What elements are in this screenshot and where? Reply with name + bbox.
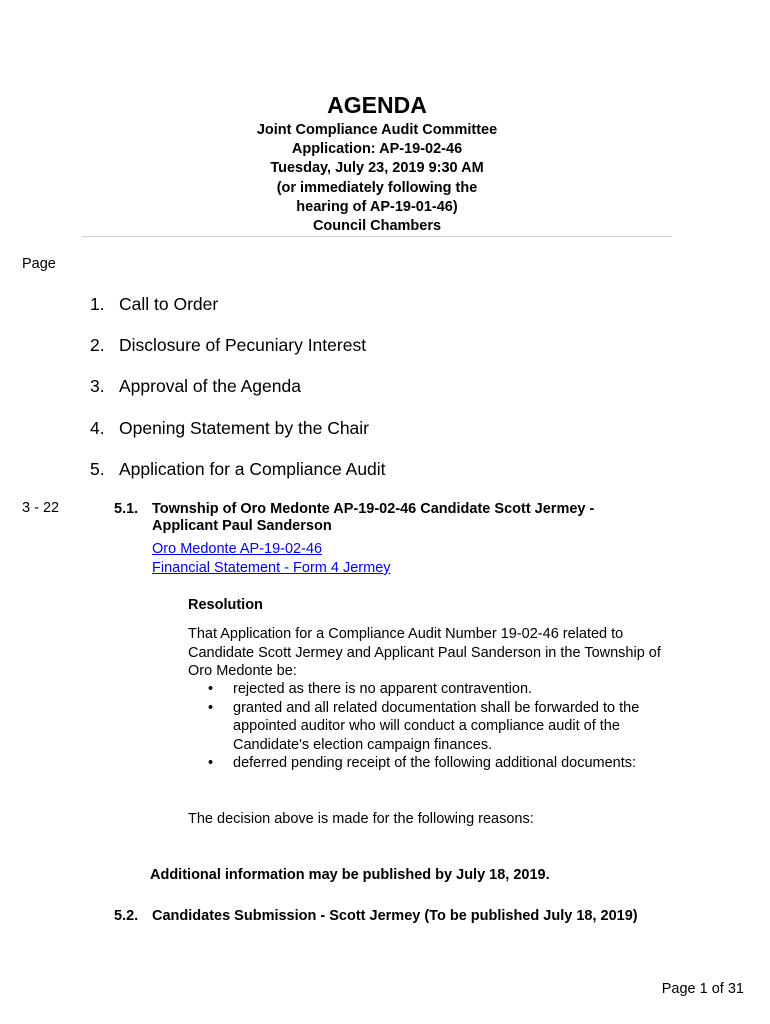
agenda-item-number: 4. (90, 418, 105, 438)
attachment-links (152, 540, 391, 578)
agenda-item-label: Application for a Compliance Audit (119, 459, 386, 479)
page-column-label: Page (22, 256, 56, 272)
agenda-item-label: Opening Statement by the Chair (119, 418, 370, 438)
agenda-item-4 (90, 418, 369, 439)
resolution-options (188, 680, 678, 773)
agenda-item-label: Disclosure of Pecuniary Interest (119, 335, 367, 355)
bullet-marker: • (208, 699, 214, 716)
agenda-item-1 (90, 294, 218, 315)
meeting-timing-note-cont: hearing of AP-19-01-46) (296, 198, 458, 215)
resolution-heading: Resolution (188, 597, 263, 613)
resolution-option-text: deferred pending receipt of the following additional documents: (233, 755, 637, 772)
subitem-title (114, 501, 634, 535)
additional-info-note: Additional information may be published by July 18, 2019. (150, 867, 550, 883)
resolution-option-text: granted and all related documentation shall be forwarded to the appointed auditor who will conduct a compliance audit of the Candidate's election campaign finances. (233, 699, 640, 753)
resolution-text: That Application for a Compliance Audit Number 19-02-46 related to Candidate Scott Jermey and Applicant Paul Sanderson in the Township of Oro Medonte be: (188, 626, 661, 680)
agenda-item-label: Call to Order (119, 294, 219, 314)
resolution-option (188, 754, 678, 773)
header-divider (82, 236, 672, 237)
meeting-location: Council Chambers (312, 218, 442, 235)
page-range-5-1: 3 - 22 (22, 500, 60, 516)
subitem-title: Candidates Submission - Scott Jermey (To be published July 18, 2019) (152, 908, 638, 924)
agenda-title: AGENDA (327, 92, 427, 118)
meeting-timing-note: (or immediately following the (276, 179, 478, 196)
agenda-item-label: Approval of the Agenda (119, 376, 301, 396)
application-number: Application: AP-19-02-46 (291, 141, 463, 158)
subitem-number: 5.1. (114, 501, 139, 517)
resolution-option (188, 699, 678, 755)
agenda-item-number: 3. (90, 376, 105, 396)
agenda-item-number: 1. (90, 294, 105, 314)
agenda-item-number: 2. (90, 335, 105, 355)
subitem-title-line-2: Applicant Paul Sanderson (152, 518, 332, 534)
bullet-marker: • (208, 755, 214, 772)
agenda-subitem-5-1 (114, 501, 634, 535)
resolution-option (188, 680, 678, 699)
committee-name: Joint Compliance Audit Committee (256, 122, 498, 138)
decision-reasons-text: The decision above is made for the following reasons: (188, 811, 534, 827)
page-number-footer: Page 1 of 31 (661, 981, 744, 997)
agenda-item-5 (90, 459, 386, 480)
agenda-item-3 (90, 376, 301, 397)
agenda-item-2 (90, 335, 366, 356)
subitem-number: 5.2. (114, 908, 139, 924)
agenda-item-number: 5. (90, 459, 105, 479)
meeting-date-time: Tuesday, July 23, 2019 9:30 AM (270, 160, 484, 177)
agenda-header-details (82, 121, 672, 236)
subitem-title-line-1: Township of Oro Medonte AP-19-02-46 Candidate Scott Jermey - (152, 501, 595, 517)
attachment-link-financial-statement[interactable]: Financial Statement - Form 4 Jermey (152, 560, 391, 576)
bullet-marker: • (208, 681, 214, 697)
agenda-subitem-5-2 (114, 908, 674, 925)
attachment-link-oro-medonte[interactable]: Oro Medonte AP-19-02-46 (152, 541, 323, 557)
resolution-option-text: rejected as there is no apparent contravention. (233, 681, 533, 697)
